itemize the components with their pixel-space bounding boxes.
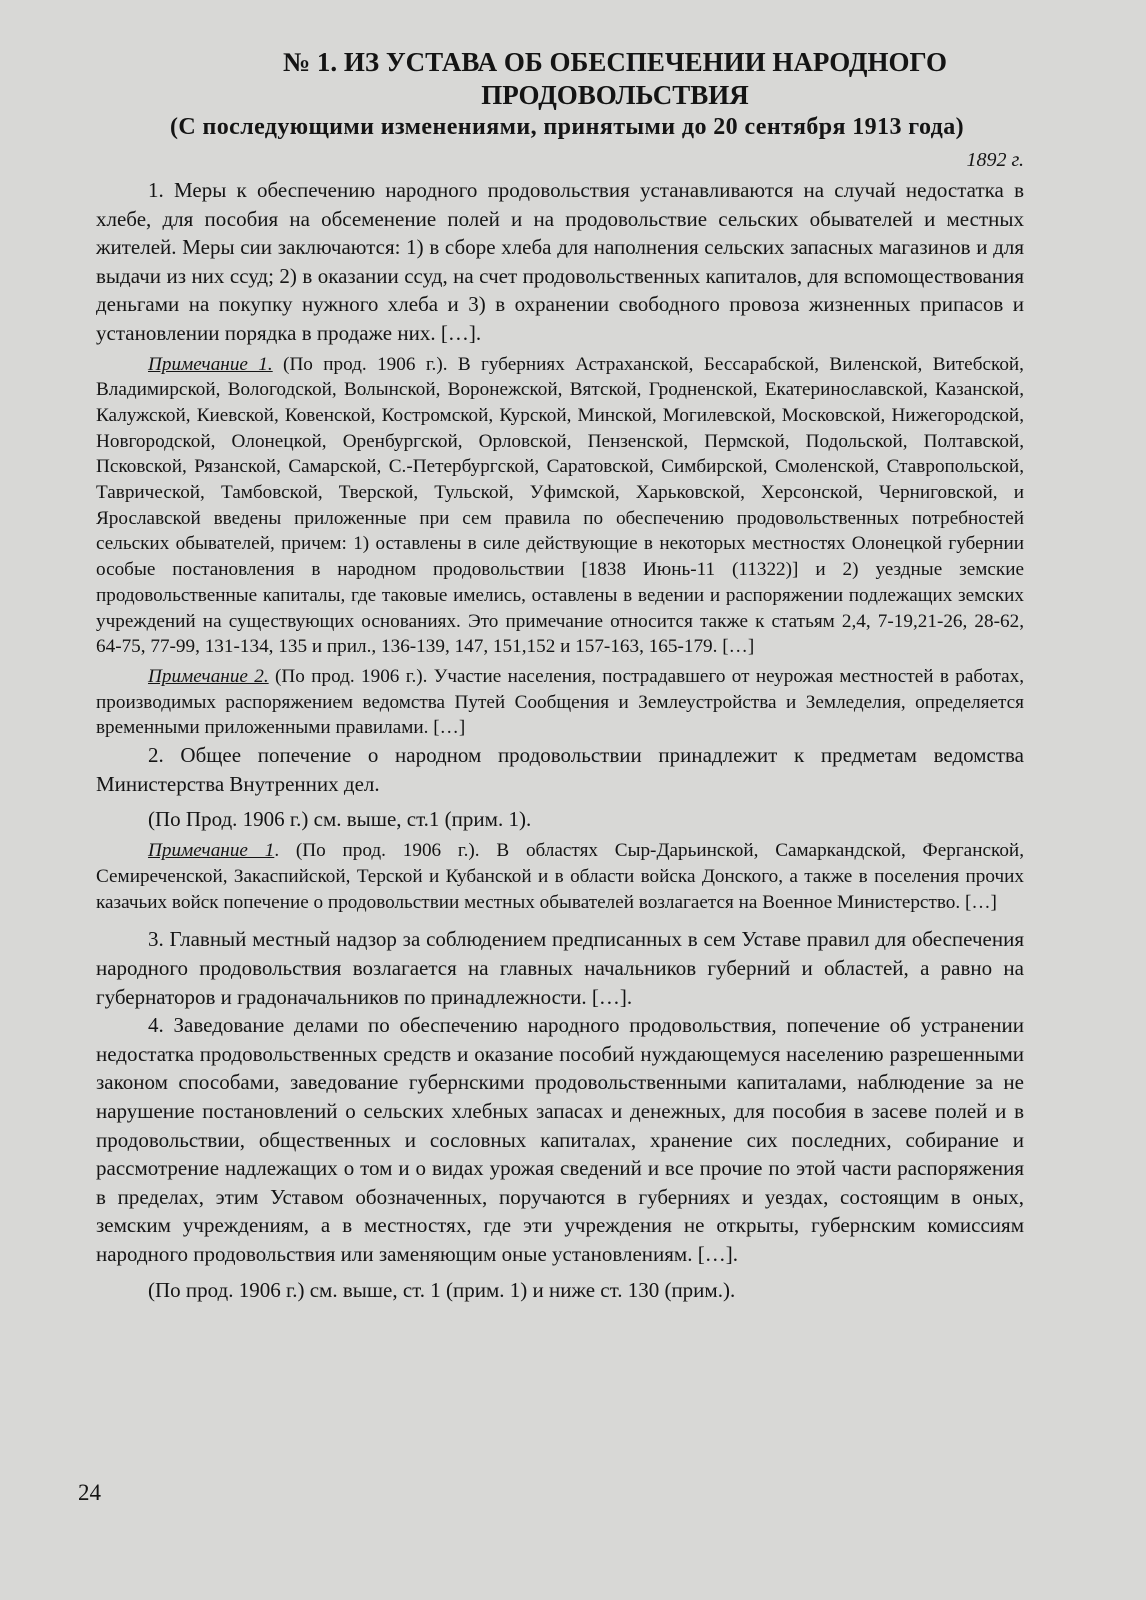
note-2-text: (По прод. 1906 г.). Участие населения, пострадавшего от неурожая местностей в работах, производимых распоряжением ведомства Путей Сообщения и Землеустройства и Земледелия, определяется временными приложенными правилами. […]	[96, 666, 1024, 739]
note-1	[96, 352, 1024, 660]
note-1-text: (По прод. 1906 г.). В губерниях Астраханской, Бессарабской, Виленской, Витебской, Владимирской, Вологодской, Волынской, Воронежской, Вятской, Гродненской, Екатеринославской, Казанской, Калужской, Киевской, Ковенской, Костромской, Курской, Минской, Могилевской, Московской, Нижегородской, Новгородской, Олонецкой, Оренбургской, Орловской, Пензенской, Пермской, Подольской, Полтавской, Псковской, Рязанской, Самарской, С.-Петербургской, Саратовской, Симбирской, Смоленской, Ставропольской, Таврической, Тамбовской, Тверской, Тульской, Уфимской, Харьковской, Херсонской, Черниговской, и Ярославской введены приложенные при сем правила по обеспечению продовольственных потребностей сельских обывателей, причем: 1) оставлены в силе действующие в некоторых местностях Олонецкой губернии особые постановления в народном продовольствии [1838 Июнь-11 (11322)] и 2) уездные земские продовольственные капиталы, где таковые имелись, оставлены в ведении и распоряжении подлежащих земских учреждений на существующих основаниях. Это примечание относится также к статьям 2,4, 7-19,21-26, 28-62, 64-75, 77-99, 131-134, 135 и прил., 136-139, 147, 151,152 и 157-163, 165-179. […]	[96, 353, 1024, 658]
note-3-label: Примечание 1	[148, 840, 275, 862]
article-4: 4. Заведование делами по обеспечению народного продовольствия, попечение об устранении недостатка продовольственных средств и оказание пособий нуждающемуся населению разрешенными законом способами, заведование губернскими продовольственными капиталами, наблюдение за не нарушение постановлений о сельских хлебных запасах и денежных, для пособия в засеве полей и в продовольствии, общественных и сословных капиталах, хранение сих последних, собирание и рассмотрение надлежащих о том и о видах урожая сведений и все прочие по этой части распоряжения в пределах, этим Уставом обозначенных, поручаются в губерниях и уездах, состоящим в оных, земским учреждениям, а в местностях, где эти учреждения не открыты, губернским комиссиям народного продовольствия или заменяющим оные установлениям. […].	[96, 1013, 1024, 1266]
document-subtitle: (С последующими изменениями, принятыми до 20 сентября 1913 года)	[170, 114, 964, 140]
note-2-label: Примечание 2.	[148, 666, 269, 687]
note-3-text: . (По прод. 1906 г.). В областях Сыр-Дарьинской, Самаркандской, Ферганской, Семиреченской, Закаспийской, Терской и Кубанской и в области войска Донского, а также в поселения прочих казачьих войск попечение о продовольствии местных обывателей возлагается на Военное Министерство. […]	[96, 840, 1024, 913]
note-2	[96, 664, 1024, 741]
document-title: № 1. ИЗ УСТАВА ОБ ОБЕСПЕЧЕНИИ НАРОДНОГО ПРОДОВОЛЬСТВИЯ	[282, 47, 948, 110]
note-1-label: Примечание 1.	[148, 353, 273, 375]
article-3: 3. Главный местный надзор за соблюдением предписанных в сем Уставе правил для обеспечения народного продовольствия возлагается на главных начальников губерний и областей, а равно на губернаторов и градоначальников по принадлежности. […].	[96, 927, 1024, 1009]
article-4-reference: (По прод. 1906 г.) см. выше, ст. 1 (прим. 1) и ниже ст. 130 (прим.).	[148, 1277, 736, 1302]
article-2-reference: (По Прод. 1906 г.) см. выше, ст.1 (прим. 1).	[148, 807, 532, 832]
note-3	[96, 838, 1024, 915]
document-date: 1892 г.	[966, 149, 1024, 171]
page-number: 24	[78, 1480, 101, 1505]
article-1: 1. Меры к обеспечению народного продовольствия устанавливаются на случай недостатка в хлебе, для пособия на обсеменение полей и на продовольствие сельских обывателей и местных жителей. Меры сии заключаются: 1) в сборе хлеба для наполнения сельских запасных магазинов и для выдачи из них ссуд; 2) в оказании ссуд, на счет продовольственных капиталов, для вспомоществования деньгами на покупку нужного хлеба и 3) в охранении свободного провоза жизненных припасов и установлении порядка в продаже них. […].	[96, 178, 1024, 345]
article-2: 2. Общее попечение о народном продовольствии принадлежит к предметам ведомства Министерства Внутренних дел.	[96, 743, 1024, 796]
